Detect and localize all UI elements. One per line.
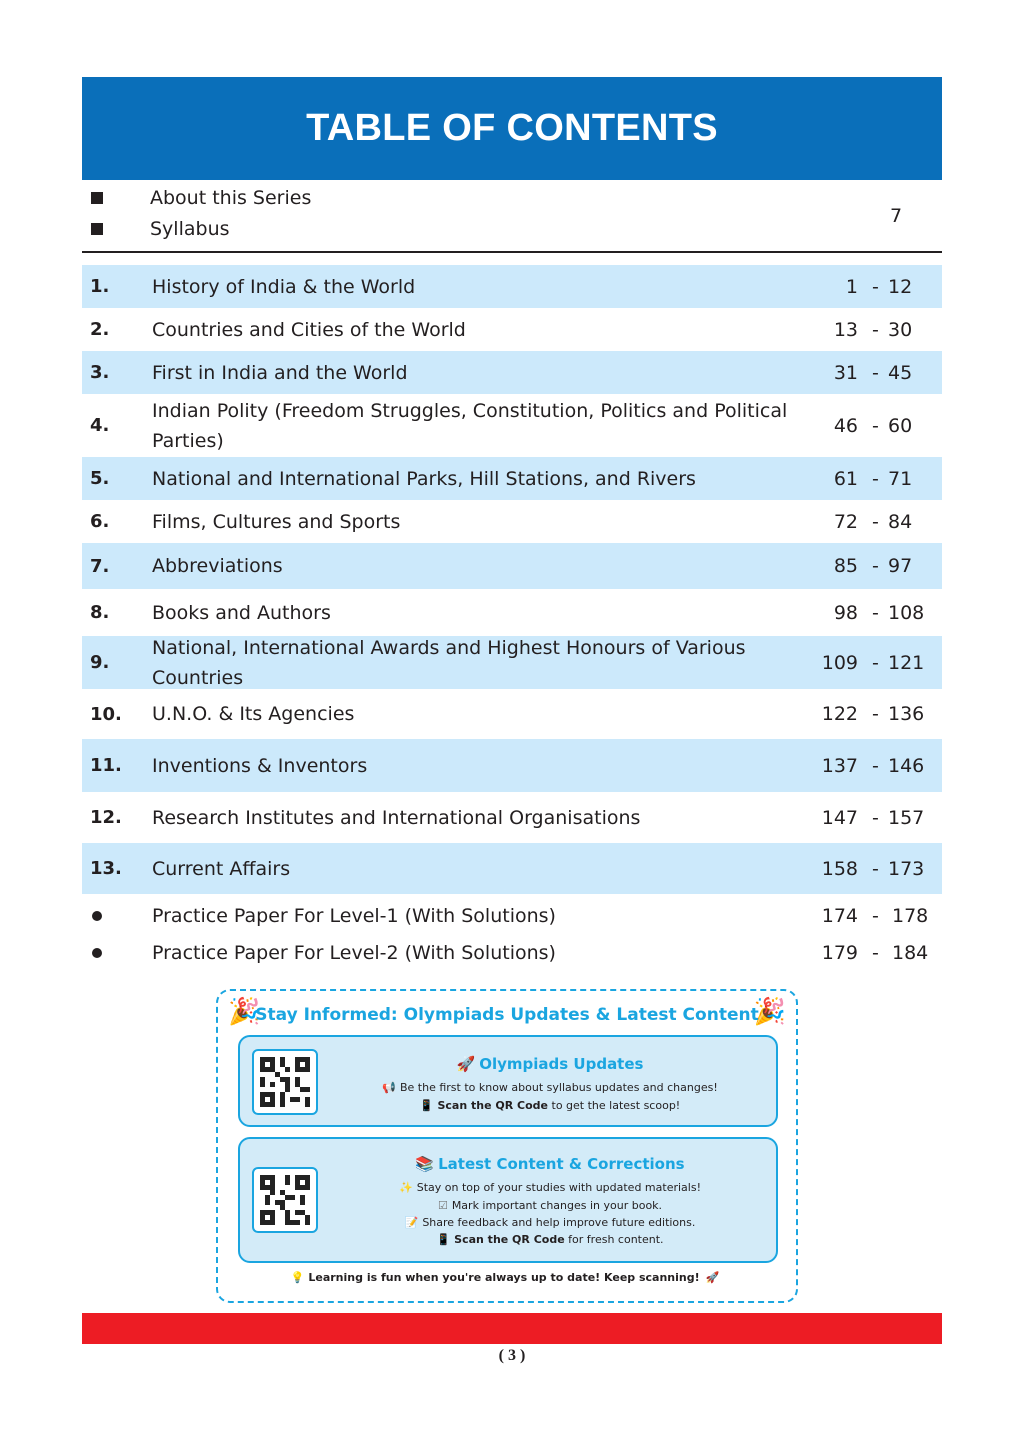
card-line-bold: Scan the QR Code bbox=[437, 1099, 549, 1112]
check-box-icon: ☑ bbox=[437, 1199, 448, 1212]
page-range-dash: - bbox=[872, 555, 879, 577]
page-start: 46 bbox=[833, 414, 858, 437]
qr-code-graphic bbox=[260, 1175, 310, 1225]
chapter-number: 1. bbox=[90, 276, 110, 297]
page-range-dash: - bbox=[872, 806, 879, 829]
rocket-icon: 🚀 bbox=[456, 1055, 476, 1073]
page-start: 179 bbox=[821, 942, 858, 964]
chapter-title: National and International Parks, Hill Stations, and Rivers bbox=[152, 467, 696, 490]
page-start: 72 bbox=[833, 510, 858, 533]
page-end: 157 bbox=[888, 806, 925, 829]
page-start: 13 bbox=[833, 318, 858, 341]
phone-icon: 📱 bbox=[419, 1099, 434, 1112]
page-start: 147 bbox=[821, 806, 858, 829]
page-end: 121 bbox=[888, 651, 925, 674]
megaphone-icon: 📢 bbox=[382, 1081, 396, 1094]
qr-code-graphic bbox=[260, 1057, 310, 1107]
page-start: 61 bbox=[833, 467, 858, 490]
chapter-title: Inventions & Inventors bbox=[152, 754, 368, 777]
chapter-title: Films, Cultures and Sports bbox=[152, 510, 401, 533]
card-title bbox=[330, 1055, 770, 1073]
page-start: 174 bbox=[821, 905, 858, 927]
page-start: 1 bbox=[845, 275, 858, 298]
party-popper-icon: 🎉 bbox=[228, 997, 261, 1027]
chapter-number: 11. bbox=[90, 755, 122, 776]
intro-item-label: About this Series bbox=[150, 187, 312, 209]
practice-row[interactable] bbox=[82, 936, 942, 970]
party-popper-icon: 🎉 bbox=[753, 997, 786, 1027]
page-range-dash: - bbox=[872, 703, 879, 725]
chapter-number: 7. bbox=[90, 555, 110, 577]
toc-row[interactable] bbox=[82, 500, 942, 543]
card-line bbox=[330, 1181, 770, 1194]
card-line bbox=[330, 1216, 770, 1229]
page-end: 30 bbox=[888, 318, 913, 341]
chapter-title: U.N.O. & Its Agencies bbox=[152, 703, 355, 725]
page-range-dash: - bbox=[872, 361, 879, 384]
page-end: 146 bbox=[888, 754, 925, 777]
card-line bbox=[330, 1099, 770, 1112]
qr-code-icon[interactable] bbox=[252, 1049, 318, 1115]
intro-section bbox=[82, 180, 942, 252]
card-line-text: Mark important changes in your book. bbox=[451, 1199, 663, 1212]
card-line-text: Be the first to know about syllabus updates and changes! bbox=[399, 1081, 718, 1094]
updates-box bbox=[216, 989, 798, 1303]
toc-row[interactable] bbox=[82, 394, 942, 457]
page-start: 85 bbox=[833, 555, 858, 577]
page-range-dash: - bbox=[872, 601, 879, 624]
updates-footer-text: Learning is fun when you're always up to date! Keep scanning! bbox=[308, 1271, 700, 1284]
page-start: 122 bbox=[821, 703, 858, 725]
page-range-dash: - bbox=[872, 905, 879, 927]
light-bulb-icon: 💡 bbox=[290, 1271, 305, 1284]
toc-row[interactable] bbox=[82, 265, 942, 308]
page-start: 31 bbox=[833, 361, 858, 384]
toc-row[interactable] bbox=[82, 689, 942, 739]
page-title: TABLE OF CONTENTS bbox=[306, 107, 718, 149]
latest-content-card bbox=[238, 1137, 778, 1263]
page-end: 12 bbox=[888, 275, 913, 298]
chapter-number: 8. bbox=[90, 602, 110, 623]
page-end: 184 bbox=[892, 942, 929, 964]
chapter-number: 9. bbox=[90, 652, 110, 673]
page-start: 137 bbox=[821, 754, 858, 777]
card-line bbox=[330, 1199, 770, 1212]
practice-title: Practice Paper For Level-2 (With Solutions) bbox=[152, 942, 556, 964]
books-icon: 📚 bbox=[415, 1155, 435, 1173]
page-end: 60 bbox=[888, 414, 913, 437]
page-range-dash: - bbox=[872, 510, 879, 533]
page-end: 84 bbox=[888, 510, 913, 533]
page-number: ( 3 ) bbox=[498, 1347, 526, 1364]
toc-row[interactable] bbox=[82, 589, 942, 636]
card-title-text: Olympiads Updates bbox=[479, 1055, 644, 1073]
updates-heading: Stay Informed: Olympiads Updates & Latest Content bbox=[255, 1005, 759, 1025]
card-line-text: Stay on top of your studies with updated materials! bbox=[416, 1181, 701, 1194]
practice-title: Practice Paper For Level-1 (With Solutions) bbox=[152, 905, 556, 927]
chapter-title: Countries and Cities of the World bbox=[152, 318, 466, 341]
page-start: 98 bbox=[833, 601, 858, 624]
intro-page-number: 7 bbox=[890, 205, 903, 227]
toc-row[interactable] bbox=[82, 543, 942, 589]
page-range-dash: - bbox=[872, 467, 879, 490]
page-range-dash: - bbox=[872, 275, 879, 298]
toc-row[interactable] bbox=[82, 351, 942, 394]
chapter-title: National, International Awards and Highest Honours of Various Countries bbox=[152, 636, 746, 689]
phone-icon: 📱 bbox=[436, 1233, 451, 1246]
page-start: 109 bbox=[821, 651, 858, 674]
toc-row[interactable] bbox=[82, 636, 942, 689]
bullet-icon bbox=[92, 948, 102, 958]
chapter-title: Indian Polity (Freedom Struggles, Constitution, Politics and Political Parties) bbox=[152, 399, 788, 452]
toc-row[interactable] bbox=[82, 457, 942, 500]
page-range-dash: - bbox=[872, 857, 879, 880]
page-end: 71 bbox=[888, 467, 913, 490]
chapter-number: 10. bbox=[90, 703, 122, 725]
chapter-number: 13. bbox=[90, 858, 122, 879]
page-end: 178 bbox=[892, 905, 929, 927]
qr-code-icon[interactable] bbox=[252, 1167, 318, 1233]
toc-row[interactable] bbox=[82, 739, 942, 792]
toc-row[interactable] bbox=[82, 843, 942, 894]
chapter-title: Current Affairs bbox=[152, 857, 291, 880]
page-end: 173 bbox=[888, 857, 925, 880]
chapter-number: 4. bbox=[90, 415, 110, 436]
divider bbox=[82, 251, 942, 253]
chapter-number: 2. bbox=[90, 319, 110, 340]
page-end: 108 bbox=[888, 601, 925, 624]
updates-footer bbox=[218, 1271, 796, 1284]
card-line-text: to get the latest scoop! bbox=[548, 1099, 681, 1112]
page-range-dash: - bbox=[872, 942, 879, 964]
practice-row[interactable] bbox=[82, 899, 942, 933]
toc-row[interactable] bbox=[82, 792, 942, 843]
page-end: 97 bbox=[888, 555, 913, 577]
card-line-text: for fresh content. bbox=[564, 1233, 664, 1246]
chapter-number: 6. bbox=[90, 511, 110, 532]
square-bullet-icon bbox=[91, 192, 103, 204]
chapter-title: Abbreviations bbox=[152, 555, 283, 577]
page-range-dash: - bbox=[872, 754, 879, 777]
footer-bar bbox=[82, 1313, 942, 1344]
page-end: 45 bbox=[888, 361, 913, 384]
chapter-number: 12. bbox=[90, 807, 122, 828]
card-line bbox=[330, 1081, 770, 1094]
card-title-text: Latest Content & Corrections bbox=[438, 1155, 685, 1173]
card-line bbox=[330, 1233, 770, 1246]
square-bullet-icon bbox=[91, 223, 103, 235]
toc-row[interactable] bbox=[82, 308, 942, 351]
chapter-title: Research Institutes and International Organisations bbox=[152, 806, 641, 829]
olympiad-updates-card bbox=[238, 1035, 778, 1127]
sparkles-icon: ✨ bbox=[399, 1181, 413, 1194]
page-end: 136 bbox=[888, 703, 925, 725]
memo-icon: 📝 bbox=[404, 1216, 419, 1229]
page-start: 158 bbox=[821, 857, 858, 880]
page-range-dash: - bbox=[872, 318, 879, 341]
card-line-text: Share feedback and help improve future editions. bbox=[422, 1216, 696, 1229]
intro-item-label: Syllabus bbox=[150, 218, 230, 240]
chapter-title: Books and Authors bbox=[152, 601, 331, 624]
chapter-number: 3. bbox=[90, 362, 110, 383]
chapter-title: History of India & the World bbox=[152, 275, 416, 298]
rocket-icon: 🚀 bbox=[705, 1271, 720, 1284]
chapter-title: First in India and the World bbox=[152, 361, 408, 384]
page-range-dash: - bbox=[872, 414, 879, 437]
card-line-bold: Scan the QR Code bbox=[454, 1233, 565, 1246]
header-banner bbox=[82, 77, 942, 180]
bullet-icon bbox=[92, 911, 102, 921]
card-title bbox=[330, 1155, 770, 1173]
page-range-dash: - bbox=[872, 651, 879, 674]
chapter-number: 5. bbox=[90, 468, 110, 489]
